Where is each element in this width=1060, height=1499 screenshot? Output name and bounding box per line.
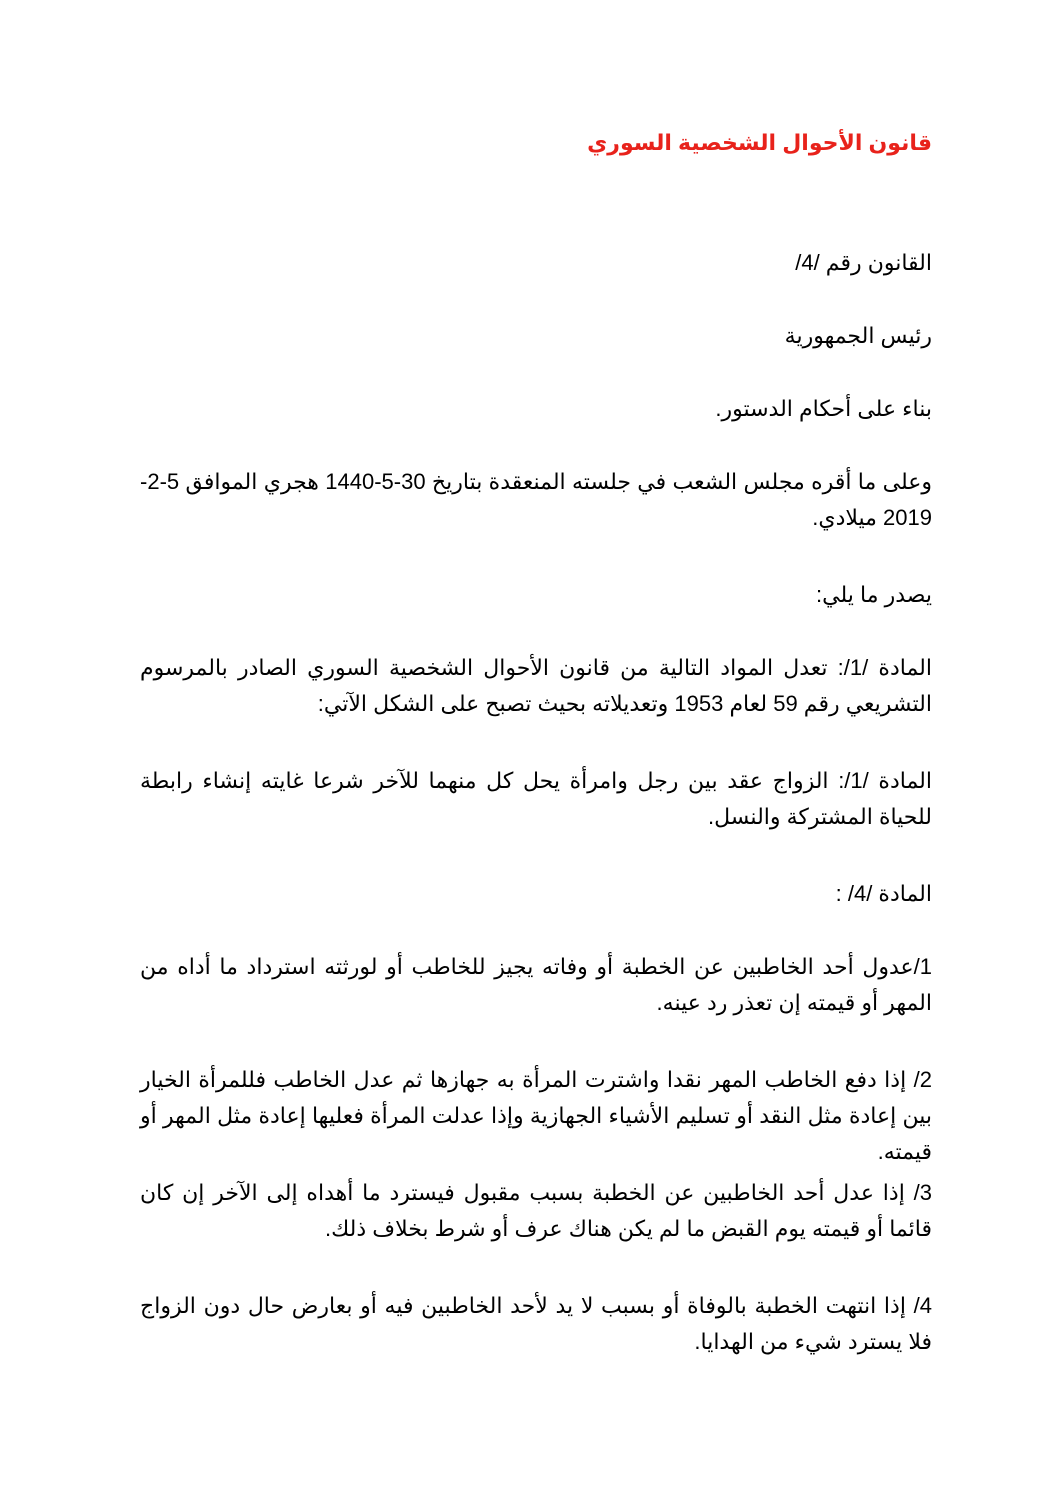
enactment-line: يصدر ما يلي: <box>816 582 932 607</box>
article-4-clause-4: 4/ إذا انتهت الخطبة بالوفاة أو بسبب لا يد لأحد الخاطبين فيه أو بعارض حال دون الزواج فلا يسترد شيء من الهدايا. <box>140 1293 932 1354</box>
article-1-marriage: المادة /1/: الزواج عقد بين رجل وامرأة يحل كل منهما للآخر شرعا غايته إنشاء رابطة للحياة المشتركة والنسل. <box>140 768 932 829</box>
preamble-parliament: وعلى ما أقره مجلس الشعب في جلسته المنعقدة بتاريخ 30-5-1440 هجري الموافق 5-2-2019 ميلادي. <box>140 469 932 530</box>
article-4-clause-1: 1/عدول أحد الخاطبين عن الخطبة أو وفاته يجيز للخاطب أو لورثته استرداد ما أداه من المهر أو قيمته إن تعذر رد عينه. <box>140 954 932 1015</box>
article-1-amendment: المادة /1/: تعدل المواد التالية من قانون الأحوال الشخصية السوري الصادر بالمرسوم التشريعي رقم 59 لعام 1953 وتعديلاته بحيث تصبح على الشكل الآتي: <box>140 655 932 716</box>
article-4-clause-3: 3/ إذا عدل أحد الخاطبين عن الخطبة بسبب مقبول فيسترد ما أهداه إلى الآخر إن كان قائما أو قيمته يوم القبض ما لم يكن هناك عرف أو شرط بخلاف ذلك. <box>140 1180 932 1241</box>
issuer-line: رئيس الجمهورية <box>784 323 932 348</box>
law-number: القانون رقم /4/ <box>795 250 932 275</box>
article-4-heading: المادة /4/ : <box>835 881 932 906</box>
document-page <box>140 0 932 1499</box>
article-4-clause-2: 2/ إذا دفع الخاطب المهر نقدا واشترت المرأة به جهازها ثم عدل الخاطب فللمرأة الخيار بين إعادة مثل النقد أو تسليم الأشياء الجهازية وإذا عدلت المرأة فعليها إعادة مثل المهر أو قيمته. <box>140 1067 932 1164</box>
document-title: قانون الأحوال الشخصية السوري <box>587 130 932 155</box>
preamble-constitution: بناء على أحكام الدستور. <box>715 396 932 421</box>
